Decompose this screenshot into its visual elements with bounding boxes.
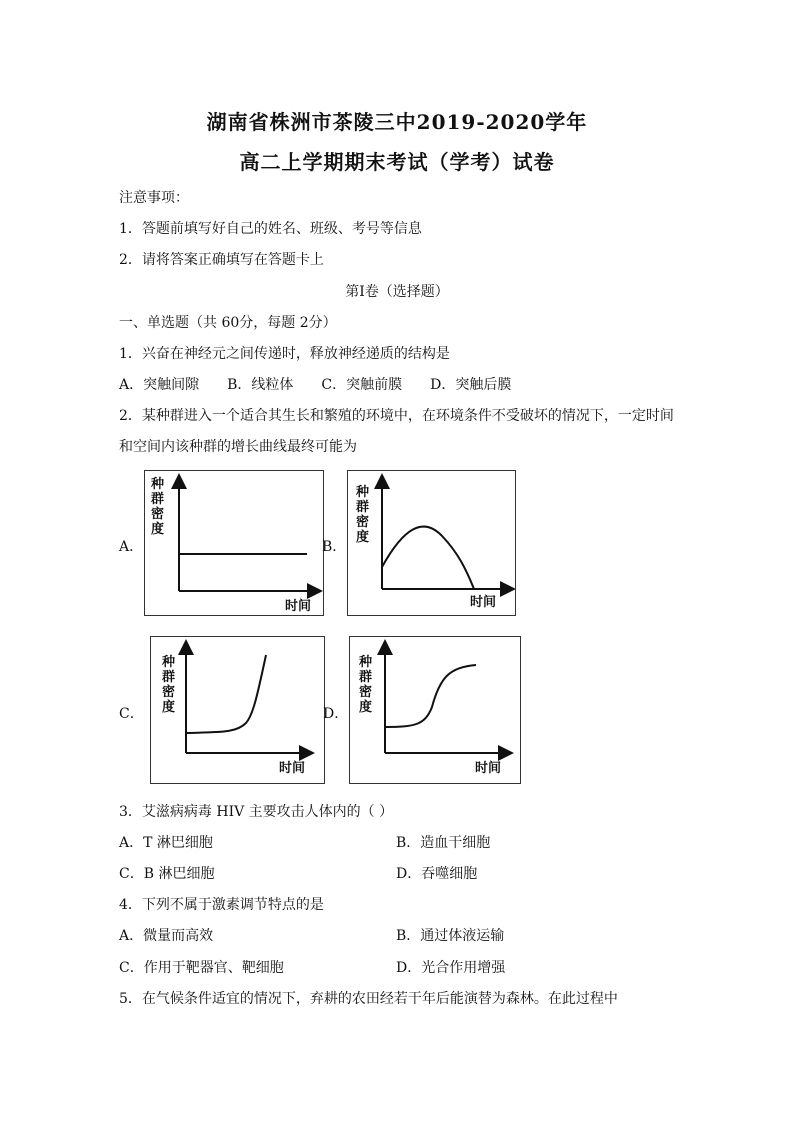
graph-c-xlabel: 时间 (279, 761, 306, 776)
graph-b-curve (382, 527, 474, 589)
volume-heading: 第I卷（选择题） (345, 284, 449, 300)
notes-item-1: 1．答题前填写好自己的姓名、班级、考号等信息 (119, 221, 422, 237)
question-3-option-d: D．吞噬细胞 (396, 866, 478, 882)
question-1-stem: 1．兴奋在神经元之间传递时，释放神经递质的结构是 (119, 346, 450, 362)
notes-item-2: 2．请将答案正确填写在答题卡上 (119, 252, 324, 268)
question-4-option-c: C．作用于靶器官、靶细胞 (119, 960, 284, 976)
option-b-label: B． (322, 539, 347, 555)
question-3-option-b: B．造血干细胞 (396, 835, 491, 851)
question-4-option-a: A．微量而高效 (119, 928, 214, 944)
graph-a (144, 470, 324, 616)
question-3-option-a: A．T 淋巴细胞 (119, 835, 213, 851)
question-4-option-b: B．通过体液运输 (396, 928, 505, 944)
question-4-stem: 4．下列不属于激素调节特点的是 (119, 897, 324, 913)
graph-a-xlabel: 时间 (285, 599, 312, 614)
graph-d-curve (385, 665, 476, 727)
graph-d (349, 636, 521, 784)
question-2-stem-line1: 2．某种群进入一个适合其生长和繁殖的环境中，在环境条件不受破坏的情况下，一定时间 (119, 408, 674, 424)
option-c-label: C． (119, 706, 144, 722)
graph-d-ylabel: 种群密度 (359, 655, 373, 715)
notes-heading: 注意事项： (119, 190, 189, 206)
exam-title-line1: 湖南省株洲市茶陵三中2019-2020学年 (206, 110, 588, 134)
graph-c-ylabel: 种群密度 (162, 655, 176, 715)
graph-b (347, 470, 516, 616)
question-1-options: A．突触间隙 B．线粒体 C．突触前膜 D．突触后膜 (119, 377, 512, 393)
question-2-stem-line2: 和空间内该种群的增长曲线最终可能为 (119, 439, 357, 455)
question-5-stem: 5．在气候条件适宜的情况下，弃耕的农田经若干年后能演替为森林。在此过程中 (119, 991, 618, 1007)
part-heading: 一、单选题（共 60分，每题 2分） (119, 315, 337, 331)
graph-c (150, 636, 325, 784)
graph-b-xlabel: 时间 (470, 595, 497, 610)
option-a-label: A． (119, 539, 144, 555)
graph-a-ylabel: 种群密度 (151, 477, 165, 537)
graph-d-xlabel: 时间 (475, 761, 502, 776)
question-4-option-d: D．光合作用增强 (396, 960, 506, 976)
graph-b-ylabel: 种群密度 (356, 485, 370, 545)
question-3-option-c: C．B 淋巴细胞 (119, 866, 215, 882)
graph-c-curve (186, 655, 266, 733)
question-3-stem: 3．艾滋病病毒 HIV 主要攻击人体内的（ ） (119, 804, 394, 820)
option-d-label: D． (323, 706, 349, 722)
exam-title-line2: 高二上学期期末考试（学考）试卷 (239, 150, 555, 174)
